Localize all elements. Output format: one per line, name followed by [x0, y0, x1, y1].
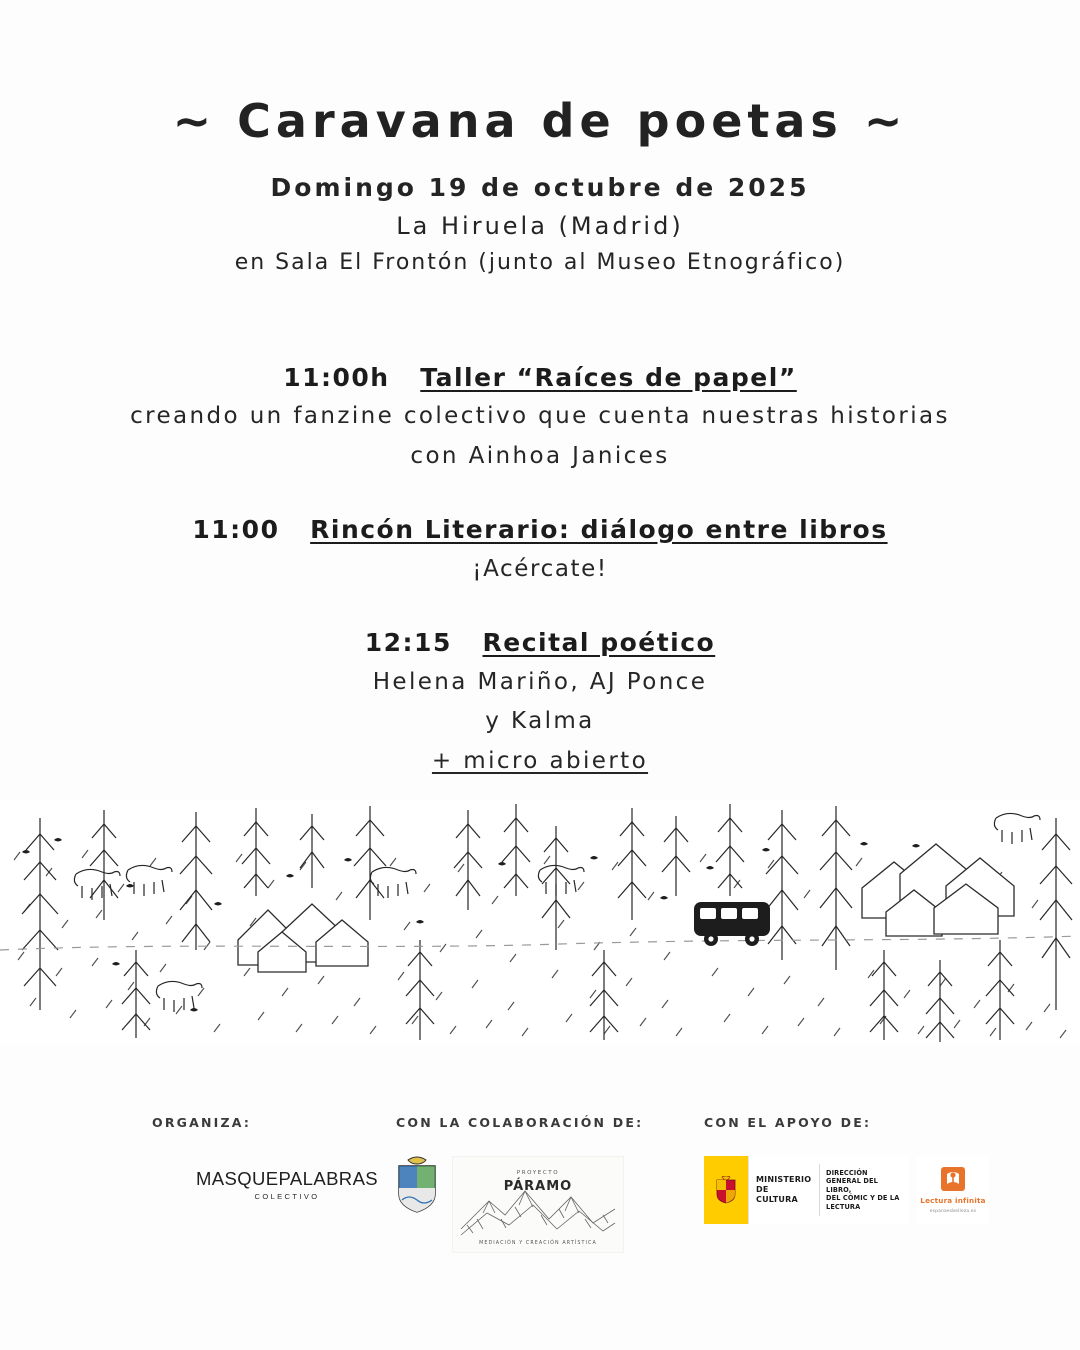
lectura-infinita-mark-icon	[940, 1166, 966, 1192]
lectura-infinita-name: Lectura infinita	[920, 1196, 986, 1205]
paramo-title: PÁRAMO	[503, 1179, 573, 1194]
program-detail-3: + micro abierto	[431, 747, 649, 774]
program-detail-1: Helena Mariño, AJ Ponce	[372, 668, 708, 695]
program-heading	[0, 361, 1080, 395]
program-list	[0, 361, 1080, 778]
sponsors-footer	[0, 1085, 1080, 1350]
masquepalabras-logo	[151, 1168, 423, 1201]
program-item	[0, 626, 1080, 778]
direccion-line-2: DEL CÓMIC Y DE LA LECTURA	[826, 1194, 900, 1211]
program-name: Rincón Literario: diálogo entre libros	[310, 515, 888, 545]
colaboracion-column	[396, 1115, 643, 1253]
landscape-illustration-svg	[0, 800, 1080, 1045]
program-name: Taller “Raíces de papel”	[420, 362, 797, 392]
program-heading	[0, 513, 1080, 547]
colaboracion-label: CON LA COLABORACIÓN DE:	[396, 1115, 644, 1130]
program-time: 11:00h	[283, 362, 390, 392]
direccion-line-1: DIRECCIÓN GENERAL DEL LIBRO,	[826, 1168, 878, 1194]
lectura-infinita-logo	[917, 1156, 989, 1224]
spain-coat-of-arms-icon	[715, 1176, 737, 1204]
paramo-tagline: MEDIACIÓN Y CREACIÓN ARTÍSTICA	[479, 1241, 597, 1246]
organiza-label: ORGANIZA:	[152, 1115, 252, 1130]
event-venue: en Sala El Frontón (junto al Museo Etnográfico)	[234, 249, 846, 275]
municipal-coat-of-arms-icon	[396, 1156, 438, 1214]
paramo-kicker: PROYECTO	[516, 1170, 560, 1176]
spain-flag-block	[704, 1156, 748, 1224]
logo-divider	[819, 1164, 820, 1216]
direccion-general-text	[826, 1156, 909, 1224]
event-place: La Hiruela (Madrid)	[396, 211, 684, 240]
ministerio-line-1: MINISTERIO	[756, 1175, 812, 1184]
masquepalabras-name: MASQUEPALABRAS	[195, 1168, 379, 1189]
colaboracion-logos	[396, 1156, 643, 1253]
program-detail-1: ¡Acércate!	[472, 555, 608, 582]
ministerio-line-2: DE CULTURA	[756, 1185, 798, 1204]
program-time: 11:00	[192, 515, 280, 545]
program-detail-2: con Ainhoa Janices	[410, 442, 670, 469]
lectura-infinita-url: espanaesbelleza.es	[929, 1209, 977, 1214]
apoyo-logos	[704, 1156, 989, 1224]
program-heading	[0, 626, 1080, 660]
program-item	[0, 361, 1080, 473]
ministerio-text	[748, 1156, 813, 1224]
paramo-logo	[452, 1156, 624, 1253]
apoyo-column	[704, 1115, 989, 1224]
organiza-column	[152, 1115, 423, 1201]
ministerio-de-cultura-logo	[704, 1156, 909, 1224]
program-time: 12:15	[364, 628, 452, 658]
program-name: Recital poético	[482, 628, 716, 658]
landscape-illustration	[0, 800, 1080, 1045]
event-date: Domingo 19 de octubre de 2025	[270, 172, 810, 202]
poster-header	[0, 0, 1080, 275]
program-detail-1: creando un fanzine colectivo que cuenta nuestras historias	[130, 403, 950, 430]
page-title: ~ Caravana de poetas ~	[172, 94, 908, 148]
program-item	[0, 513, 1080, 586]
apoyo-label: CON EL APOYO DE:	[704, 1115, 872, 1130]
masquepalabras-sub: COLECTIVO	[254, 1192, 320, 1201]
program-detail-2: y Kalma	[485, 708, 595, 735]
